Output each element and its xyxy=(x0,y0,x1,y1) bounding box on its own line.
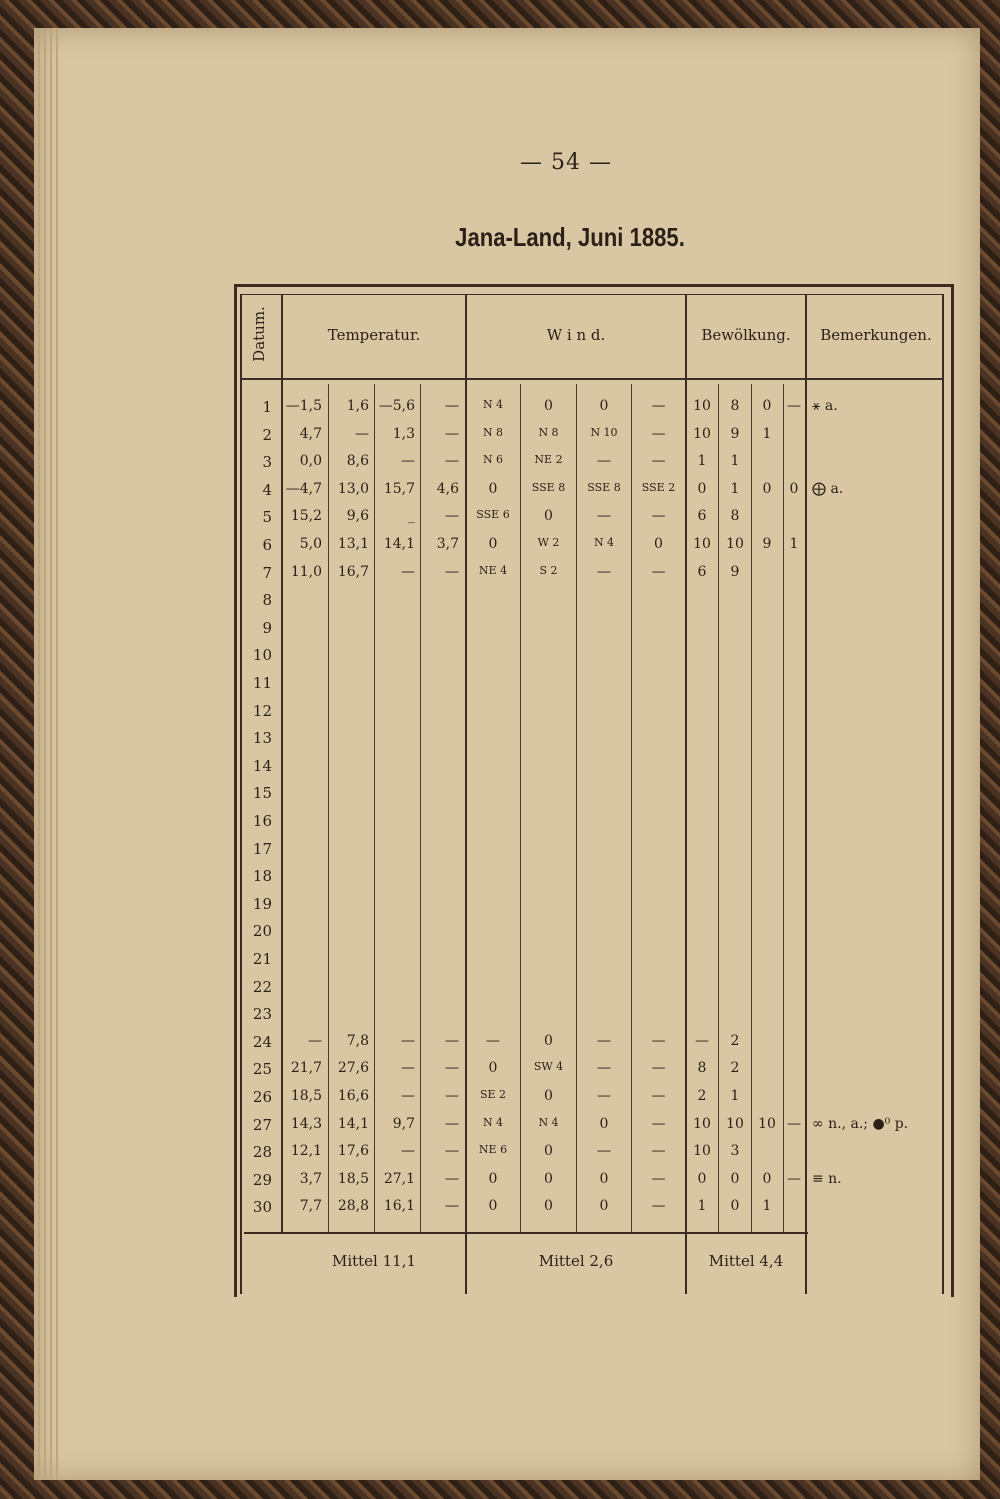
temperature-cell: 11,0 xyxy=(290,563,322,580)
row-day: 22 xyxy=(252,977,272,996)
cloud-cell: 1 xyxy=(730,480,740,497)
wind-cell: — xyxy=(597,453,611,470)
wind-cell: SSE 8 xyxy=(587,480,621,494)
page-title: Jana-Land, Juni 1885. xyxy=(455,222,685,252)
temperature-cell: 13,1 xyxy=(337,536,369,552)
temperature-cell: — xyxy=(355,425,369,442)
temperature-cell: — xyxy=(445,563,459,580)
temperature-cell: 8,6 xyxy=(346,453,369,470)
wind-cell: SW 4 xyxy=(533,1060,564,1074)
temperature-cell: —1,5 xyxy=(285,398,322,414)
cloud-cell: 6 xyxy=(697,563,707,580)
page-edge xyxy=(56,28,58,1480)
wind-cell: 0 xyxy=(544,398,553,414)
temperature-cell: — xyxy=(445,425,459,442)
row-day: 29 xyxy=(252,1170,272,1189)
temperature-cell: 3,7 xyxy=(299,1170,322,1187)
temperature-cell: 16,6 xyxy=(337,1088,369,1104)
cloud-cell: 10 xyxy=(693,1115,711,1132)
wind-cell: — xyxy=(651,1143,666,1160)
header-datum-cell xyxy=(244,294,274,374)
wind-cell: N 4 xyxy=(482,1115,504,1129)
row-day: 28 xyxy=(252,1143,272,1162)
wind-cell: SSE 2 xyxy=(641,480,676,494)
row-day: 4 xyxy=(262,480,272,499)
rule-bew-1 xyxy=(718,384,719,1232)
rule-wind-3 xyxy=(631,384,632,1232)
temperature-cell: 1,3 xyxy=(392,425,415,442)
mittel-top-rule xyxy=(244,1232,808,1234)
wind-cell: 0 xyxy=(488,1170,498,1187)
row-day: 17 xyxy=(252,839,272,858)
temperature-cell: 27,1 xyxy=(383,1170,415,1187)
wind-cell: NE 4 xyxy=(478,563,508,577)
temperature-cell: — xyxy=(308,1032,322,1049)
temperature-cell: 0,0 xyxy=(299,453,322,470)
cloud-cell: 3 xyxy=(730,1143,740,1160)
rule-left-inner xyxy=(240,294,242,1294)
wind-cell: SE 2 xyxy=(479,1088,507,1101)
wind-cell: NE 2 xyxy=(534,453,563,467)
wind-cell: — xyxy=(597,508,611,525)
cloud-cell: 1 xyxy=(789,536,799,552)
header-bottom-rule xyxy=(240,378,944,380)
cloud-cell: 10 xyxy=(726,1115,744,1132)
temperature-cell: 3,7 xyxy=(436,536,459,552)
wind-cell: 0 xyxy=(544,1032,553,1049)
temperature-cell: 14,1 xyxy=(337,1115,369,1132)
cloud-cell: 0 xyxy=(697,1170,707,1187)
temperature-cell: 14,3 xyxy=(290,1115,322,1132)
temperature-cell: 15,2 xyxy=(290,508,322,525)
header-datum: Datum. xyxy=(250,306,268,362)
temperature-cell: 21,7 xyxy=(290,1060,322,1077)
temperature-cell: — xyxy=(445,1115,459,1132)
rule-bew-end xyxy=(805,294,807,1294)
cloud-cell: 1 xyxy=(730,453,740,470)
rule-wind-2 xyxy=(576,384,577,1232)
row-day: 27 xyxy=(252,1115,272,1134)
temperature-cell: — xyxy=(445,508,459,525)
mittel-wind: Mittel 2,6 xyxy=(538,1252,614,1270)
cloud-cell: 9 xyxy=(762,536,772,552)
cloud-cell: 10 xyxy=(693,1143,711,1160)
temperature-cell: — xyxy=(445,1170,459,1187)
temperature-cell: 13,0 xyxy=(337,480,369,497)
temperature-cell: 17,6 xyxy=(337,1143,369,1160)
wind-cell: — xyxy=(597,1032,611,1049)
temperature-cell: — xyxy=(401,1032,415,1049)
row-day: 21 xyxy=(252,950,272,968)
wind-cell: 0 xyxy=(654,536,663,552)
temperature-cell: 14,1 xyxy=(383,536,415,552)
cloud-cell: 8 xyxy=(697,1060,707,1077)
row-day: 19 xyxy=(252,894,272,913)
row-day: 2 xyxy=(262,425,272,444)
cloud-cell: 10 xyxy=(693,425,711,442)
cloud-cell: 0 xyxy=(730,1198,740,1215)
row-day: 9 xyxy=(262,618,272,637)
row-day: 7 xyxy=(262,563,272,582)
header-temperatur: Temperatur. xyxy=(327,326,421,344)
wind-cell: W 2 xyxy=(537,536,560,549)
temperature-cell: — xyxy=(445,453,459,470)
cloud-cell: 1 xyxy=(762,1198,772,1215)
wind-cell: 0 xyxy=(599,1198,609,1215)
row-day: 8 xyxy=(262,591,272,610)
cloud-cell: — xyxy=(787,1115,801,1132)
cloud-cell: — xyxy=(787,398,801,414)
remark-cell: ⨁ a. xyxy=(812,480,844,497)
cloud-cell: 2 xyxy=(730,1032,740,1049)
cloud-cell: 1 xyxy=(730,1088,740,1104)
temperature-cell: 18,5 xyxy=(337,1170,369,1187)
cloud-cell: 9 xyxy=(730,563,740,580)
wind-cell: 0 xyxy=(488,1060,498,1077)
wind-cell: — xyxy=(597,563,611,580)
wind-cell: 0 xyxy=(488,536,498,552)
temperature-cell: 27,6 xyxy=(337,1060,369,1077)
temperature-cell: 4,6 xyxy=(436,480,459,497)
temperature-cell: 15,7 xyxy=(383,480,415,497)
wind-cell: 0 xyxy=(544,1088,553,1104)
wind-cell: 0 xyxy=(599,398,609,414)
row-day: 6 xyxy=(262,536,272,554)
header-top-rule xyxy=(240,294,944,295)
cloud-cell: — xyxy=(787,1170,801,1187)
wind-cell: N 6 xyxy=(482,453,504,467)
temperature-cell: — xyxy=(445,1143,459,1160)
temperature-cell: — xyxy=(401,1060,415,1077)
wind-cell: 0 xyxy=(544,1143,553,1160)
wind-cell: — xyxy=(597,1143,611,1160)
page-edge xyxy=(38,28,40,1480)
cloud-cell: 0 xyxy=(730,1170,740,1187)
rule-right-inner xyxy=(942,294,944,1294)
wind-cell: 0 xyxy=(488,1198,498,1215)
wind-cell: — xyxy=(651,1060,666,1077)
cloud-cell: 8 xyxy=(730,508,740,525)
cloud-cell: 0 xyxy=(762,398,772,414)
remark-cell: ∞ n., a.; ●⁰ p. xyxy=(812,1115,909,1132)
mittel-bewoelkung: Mittel 4,4 xyxy=(708,1252,784,1270)
row-day: 10 xyxy=(252,646,272,665)
cloud-cell: 2 xyxy=(730,1060,740,1077)
temperature-cell: — xyxy=(401,563,415,580)
row-day: 24 xyxy=(252,1032,272,1051)
row-day: 14 xyxy=(252,756,272,775)
row-day: 16 xyxy=(252,812,272,830)
wind-cell: — xyxy=(651,1115,666,1132)
wind-cell: 0 xyxy=(488,480,498,497)
remark-cell: ≡ n. xyxy=(812,1170,842,1187)
wind-cell: — xyxy=(651,508,666,525)
cloud-cell: 1 xyxy=(697,1198,707,1215)
header-bemerkungen: Bemerkungen. xyxy=(820,326,932,344)
temperature-cell: _ xyxy=(408,508,415,525)
row-day: 12 xyxy=(252,701,272,720)
rule-wind-1 xyxy=(520,384,521,1232)
page-edge xyxy=(50,28,52,1480)
temperature-cell: — xyxy=(445,1032,459,1049)
temperature-cell: 16,7 xyxy=(337,563,369,580)
temperature-cell: 1,6 xyxy=(346,398,369,414)
cloud-cell: 1 xyxy=(762,425,772,442)
wind-cell: NE 6 xyxy=(478,1143,508,1157)
cloud-cell: 0 xyxy=(762,480,772,497)
temperature-cell: — xyxy=(445,1088,459,1104)
cloud-cell: 10 xyxy=(693,536,711,552)
wind-cell: SSE 8 xyxy=(531,480,566,494)
row-day: 3 xyxy=(262,453,272,472)
wind-cell: — xyxy=(651,563,666,580)
cloud-cell: 2 xyxy=(697,1088,707,1104)
rule-bew-3 xyxy=(783,384,784,1232)
cloud-cell: 8 xyxy=(730,398,740,414)
mittel-temperatur: Mittel 11,1 xyxy=(331,1252,417,1270)
cloud-cell: 10 xyxy=(726,536,744,552)
wind-cell: N 8 xyxy=(538,425,559,439)
wind-cell: N 4 xyxy=(482,398,504,411)
wind-cell: SSE 6 xyxy=(476,508,510,522)
temperature-cell: — xyxy=(401,1143,415,1160)
temperature-cell: 12,1 xyxy=(290,1143,322,1160)
temperature-cell: —4,7 xyxy=(285,480,322,497)
page-number: — 54 — xyxy=(520,150,612,175)
cloud-cell: 10 xyxy=(758,1115,776,1132)
temperature-cell: 9,6 xyxy=(346,508,369,525)
wind-cell: — xyxy=(651,453,666,470)
wind-cell: — xyxy=(651,398,666,414)
cloud-cell: 1 xyxy=(697,453,707,470)
temperature-cell: — xyxy=(401,453,415,470)
temperature-cell: — xyxy=(445,1198,459,1215)
row-day: 26 xyxy=(252,1088,272,1106)
row-day: 1 xyxy=(262,398,272,416)
row-day: 20 xyxy=(252,922,272,941)
temperature-cell: 5,0 xyxy=(299,536,322,552)
temperature-cell: — xyxy=(401,1088,415,1104)
wind-cell: 0 xyxy=(599,1170,609,1187)
row-day: 13 xyxy=(252,729,272,748)
wind-cell: N 8 xyxy=(482,425,504,439)
cloud-cell: — xyxy=(695,1032,709,1049)
wind-cell: N 4 xyxy=(538,1115,559,1129)
row-day: 23 xyxy=(252,1005,272,1024)
wind-cell: — xyxy=(651,1088,666,1104)
wind-cell: 0 xyxy=(544,1198,553,1215)
temperature-cell: 28,8 xyxy=(337,1198,369,1215)
wind-cell: N 4 xyxy=(593,536,615,549)
temperature-cell: —5,6 xyxy=(378,398,415,414)
wind-cell: — xyxy=(651,1198,666,1215)
temperature-cell: — xyxy=(445,398,459,414)
temperature-cell: 7,8 xyxy=(346,1032,369,1049)
cloud-cell: 0 xyxy=(697,480,707,497)
wind-cell: — xyxy=(651,425,666,442)
cloud-cell: 9 xyxy=(730,425,740,442)
row-day: 15 xyxy=(252,784,272,803)
row-day: 11 xyxy=(252,674,272,692)
temperature-cell: — xyxy=(445,1060,459,1077)
wind-cell: 0 xyxy=(544,508,553,525)
temperature-cell: 18,5 xyxy=(290,1088,322,1104)
wind-cell: N 10 xyxy=(590,425,618,439)
wind-cell: — xyxy=(486,1032,500,1049)
temperature-cell: 7,7 xyxy=(299,1198,322,1215)
page-edge xyxy=(44,28,46,1480)
rule-bew-2 xyxy=(751,384,752,1232)
wind-cell: S 2 xyxy=(539,563,558,577)
temperature-cell: 4,7 xyxy=(299,425,322,442)
wind-cell: — xyxy=(597,1060,611,1077)
wind-cell: — xyxy=(597,1088,611,1104)
cloud-cell: 6 xyxy=(697,508,707,525)
header-bewoelkung: Bewölkung. xyxy=(701,326,791,344)
wind-cell: — xyxy=(651,1032,666,1049)
wind-cell: 0 xyxy=(599,1115,609,1132)
cloud-cell: 0 xyxy=(762,1170,772,1187)
cloud-cell: 10 xyxy=(693,398,711,414)
temperature-cell: 16,1 xyxy=(383,1198,415,1215)
row-day: 30 xyxy=(252,1198,272,1217)
row-day: 18 xyxy=(252,867,272,886)
header-wind: W i n d. xyxy=(546,326,606,344)
wind-cell: 0 xyxy=(544,1170,553,1187)
wind-cell: — xyxy=(651,1170,666,1187)
row-day: 5 xyxy=(262,508,272,527)
row-day: 25 xyxy=(252,1060,272,1079)
temperature-cell: 9,7 xyxy=(392,1115,415,1132)
cloud-cell: 0 xyxy=(789,480,799,497)
remark-cell: ⚹ a. xyxy=(812,398,838,414)
